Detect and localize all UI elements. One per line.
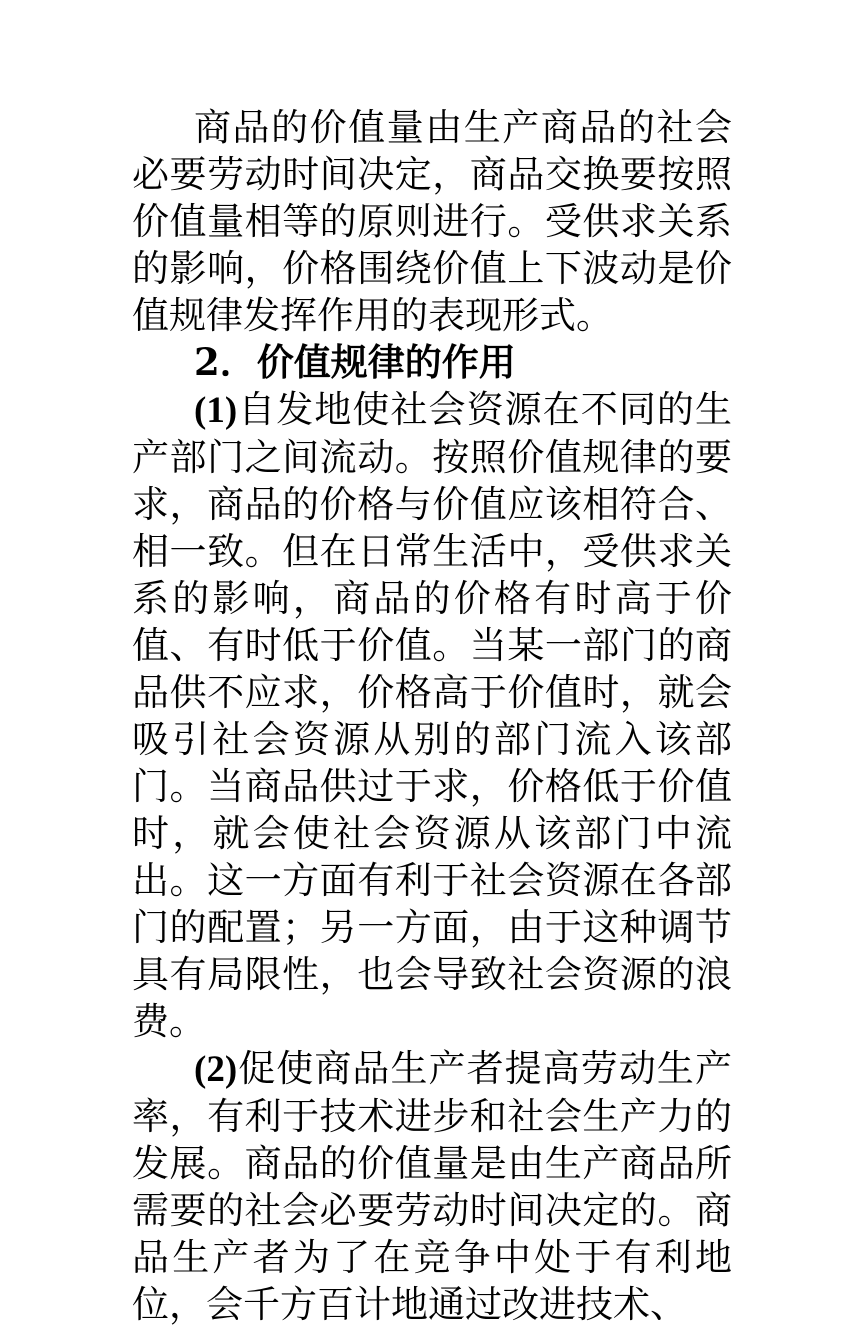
list-item-1 [132, 386, 732, 1045]
list-item-2-number: (2) [194, 1049, 238, 1090]
section-heading: 2．价值规律的作用 [194, 340, 516, 384]
list-item-2-text: 促使商品生产者提高劳动生产率，有利于技术进步和社会生产力的发展。商品的价值量是由生产商品所需要的社会必要劳动时间决定的。商品生产者为了在竞争中处于有利地位，会千方百计地通过改进技术、 [132, 1047, 732, 1326]
list-item-2 [132, 1045, 732, 1328]
list-item-1-text: 自发地使社会资源在不同的生产部门之间流动。按照价值规律的要求，商品的价格与价值应该相符合、相一致。但在日常生活中，受供求关系的影响，商品的价格有时高于价值、有时低于价值。当某一部门的商品供不应求，价格高于价值时，就会吸引社会资源从别的部门流入该部门。当商品供过于求，价格低于价值时，就会使社会资源从该部门中流出。这一方面有利于社会资源在各部门的配置；另一方面，由于这种调节具有局限性，也会导致社会资源的浪费。 [132, 388, 732, 1043]
list-item-1-number: (1) [194, 390, 238, 431]
document-page [132, 104, 732, 1328]
paragraph-value-determination: 商品的价值量由生产商品的社会必要劳动时间决定，商品交换要按照价值量相等的原则进行。受供求关系的影响，价格围绕价值上下波动是价值规律发挥作用的表现形式。 [132, 106, 732, 337]
